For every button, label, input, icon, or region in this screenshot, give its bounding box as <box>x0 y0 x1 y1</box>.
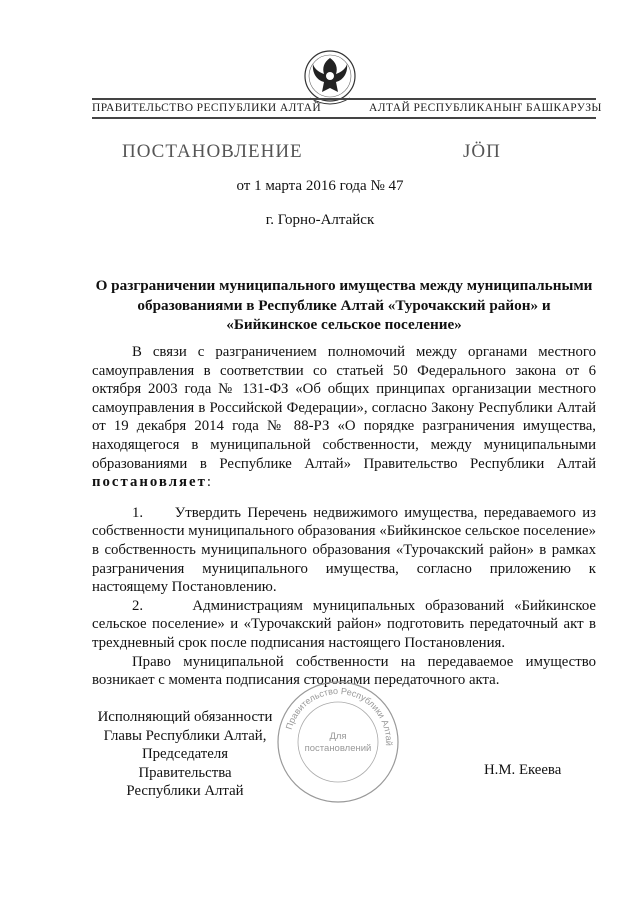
org-name-altai: АЛТАЙ РЕСПУБЛИКАНЫҤ БАШКАРУЗЫ <box>369 102 602 114</box>
item-2-paragraph: 2. Администрациям муниципальных образований «Бийкинское сельское поселение» и «Турочакский район» подготовить передаточный акт в трехдневный срок после подписания настоящего Постановления. <box>92 597 596 651</box>
title-line: О разграничении муниципального имущества между муниципальными <box>95 277 593 294</box>
item-1-paragraph: 1. Утвердить Перечень недвижимого имущества, передаваемого из собственности муниципального образования «Бийкинское сельское поселение» в собственность муниципального образования «Турочакский район» в рамках разграничения муниципального имущества, согласно приложению к настоящему Постановлению. <box>92 504 596 596</box>
document-city: г. Горно-Алтайск <box>265 212 375 228</box>
org-name-russian: ПРАВИТЕЛЬСТВО РЕСПУБЛИКИ АЛТАЙ <box>92 102 322 114</box>
official-stamp-icon <box>275 679 401 805</box>
header-rule-top <box>92 98 596 100</box>
signatory-line: Исполняющий обязанности <box>97 709 273 725</box>
signatory-title <box>94 708 276 801</box>
document-date-number: от 1 марта 2016 года № 47 <box>236 178 404 194</box>
document-type-russian: ПОСТАНОВЛЕНИЕ <box>122 141 303 162</box>
document-title <box>92 276 596 335</box>
signatory-line: Республики Алтай <box>126 783 244 800</box>
document-type-altai: JӦП <box>463 141 501 162</box>
stamp-center-line: Для <box>329 731 347 742</box>
header-rule-bottom <box>92 117 596 119</box>
signatory-line: Главы Республики Алтай, <box>103 727 267 744</box>
stamp-ring-text: Правительство Республики Алтай <box>283 685 395 747</box>
signatory-name: Н.М. Екеева <box>484 762 562 778</box>
signatory-line: Председателя Правительства <box>138 746 232 781</box>
title-line: «Бийкинское сельское поселение» <box>226 316 462 333</box>
decree-colon: : <box>206 474 211 491</box>
preamble-text: В связи с разграничением полномочий между органами местного самоуправления в соответствии со статьей 50 Федерального закона от 6 октября 2003 года № 131-ФЗ «Об общих принципах организации местного самоуправления в Российской Федерации», согласно Закону Республики Алтай от 19 декабря 2014 года № 88-РЗ «О порядке разграничения имущества, находящегося в муниципальной собственности, между муниципальными образованиями в Республике Алтай» Правительство Республики Алтай <box>92 344 596 472</box>
document-body <box>92 343 596 690</box>
title-line: образованиями в Республике Алтай «Турочакский район» и <box>137 296 551 314</box>
preamble-paragraph <box>92 343 596 492</box>
stamp-center-line: постановлений <box>304 743 372 754</box>
decree-word: постановляет <box>92 474 207 491</box>
closing-paragraph: Право муниципальной собственности на передаваемое имущество возникает с момента подписания сторонами передаточного акта. <box>92 653 596 689</box>
